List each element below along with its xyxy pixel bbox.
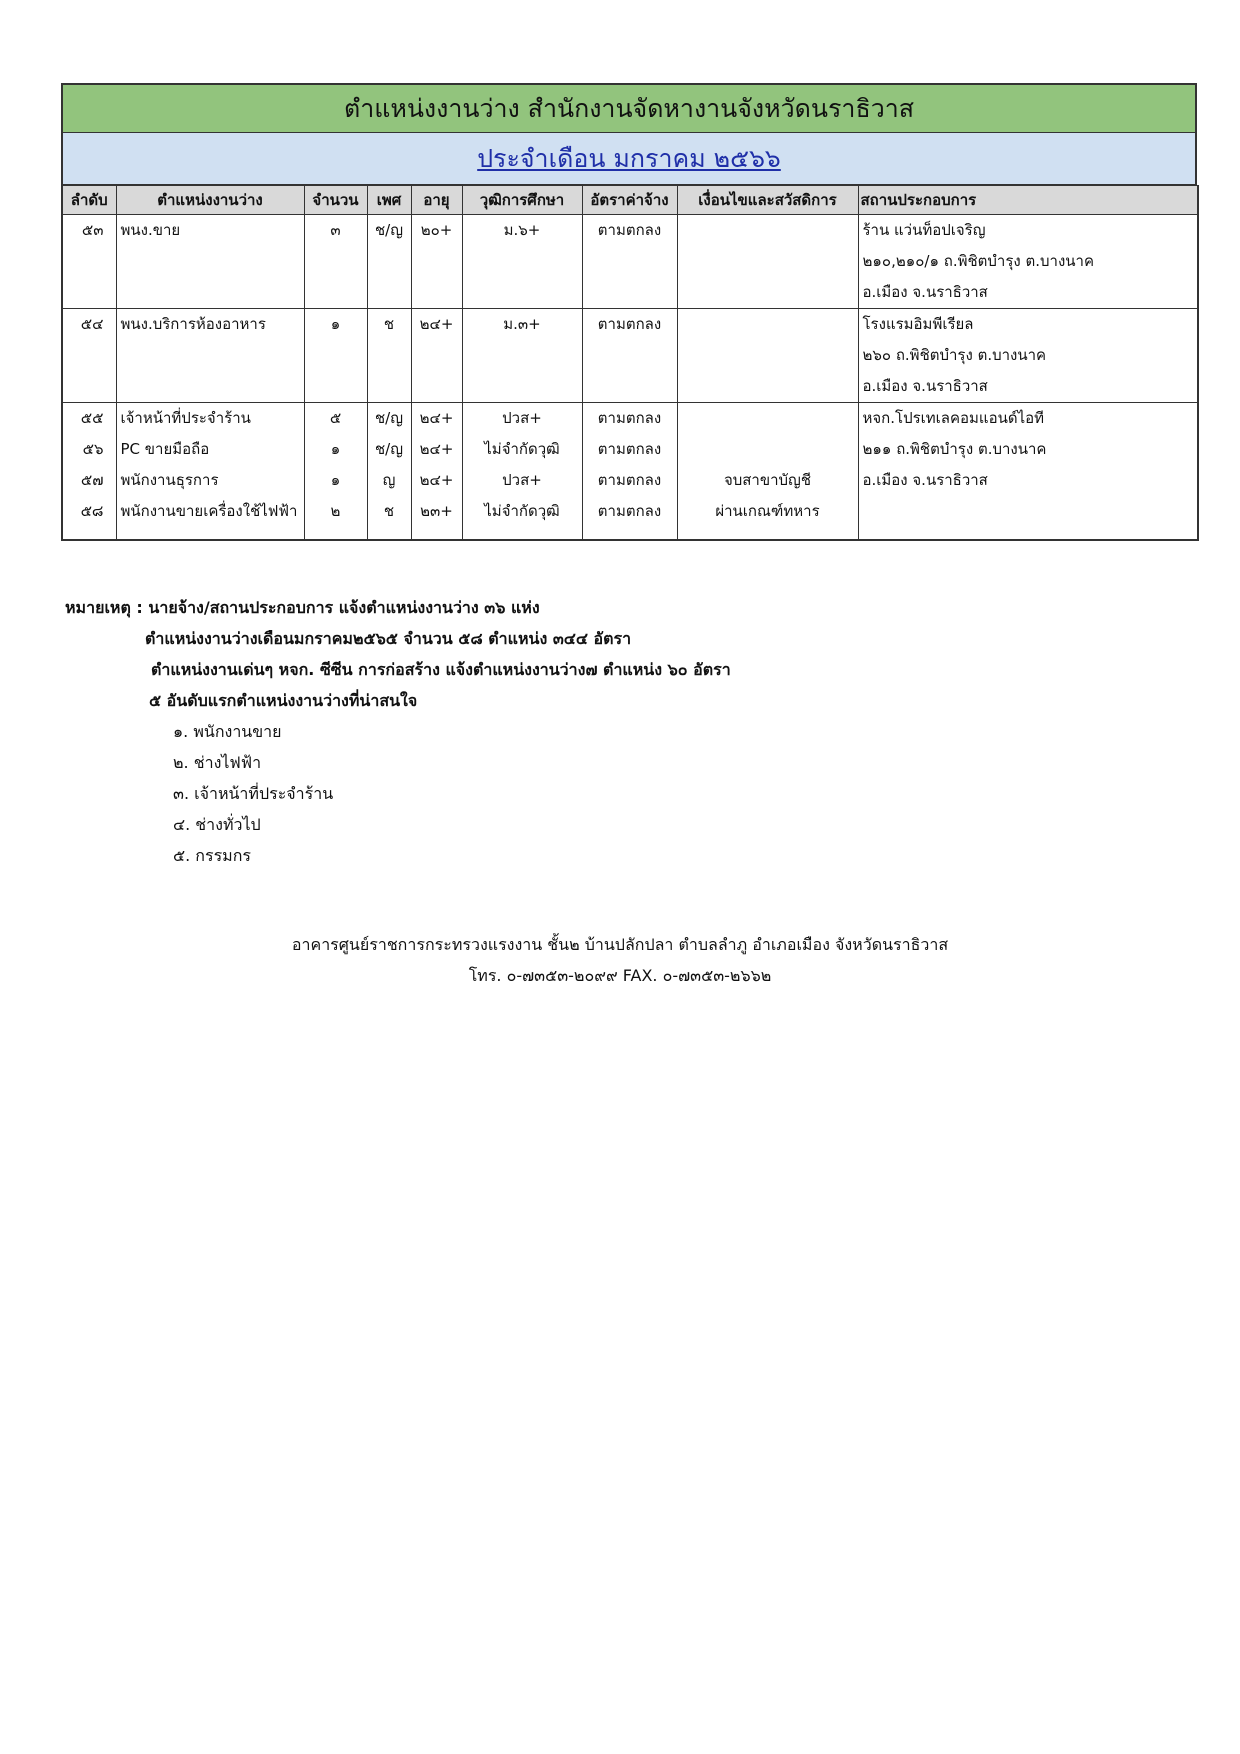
cell-company: หจก.โปรเทเลคอมแอนด์ไอที — [858, 403, 1198, 435]
sheet-subtitle — [61, 133, 1197, 185]
cell-count: ๒ — [304, 496, 367, 540]
cell-company: ร้าน แว่นท็อปเจริญ — [858, 215, 1198, 247]
table-row — [62, 496, 1198, 540]
cell-edu — [462, 277, 582, 309]
column-header: เงื่อนไขและสวัสดิการ — [677, 186, 858, 215]
cell-company: อ.เมือง จ.นราธิวาส — [858, 465, 1198, 496]
table-body — [62, 215, 1198, 541]
list-item: ๔. ช่างทั่วไป — [173, 815, 261, 834]
cell-company — [858, 496, 1198, 540]
cell-sex — [367, 277, 411, 309]
cell-count — [304, 371, 367, 403]
cell-edu: ปวส+ — [462, 465, 582, 496]
table-row — [62, 340, 1198, 371]
cell-cond — [677, 277, 858, 309]
cell-edu: ม.๓+ — [462, 309, 582, 341]
table-row — [62, 215, 1198, 247]
cell-cond — [677, 309, 858, 341]
cell-no: ๕๔ — [62, 309, 116, 341]
cell-edu — [462, 371, 582, 403]
cell-wage: ตามตกลง — [582, 309, 677, 341]
table-row — [62, 434, 1198, 465]
cell-cond — [677, 434, 858, 465]
cell-count: ๑ — [304, 434, 367, 465]
column-header: สถานประกอบการ — [858, 186, 1198, 215]
table-row — [62, 246, 1198, 277]
sheet-title — [61, 83, 1197, 133]
cell-age: ๒๔+ — [411, 465, 462, 496]
cell-company: อ.เมือง จ.นราธิวาส — [858, 371, 1198, 403]
cell-position — [116, 277, 304, 309]
footer-phone: โทร. ๐-๗๓๕๓-๒๐๙๙ FAX. ๐-๗๓๕๓-๒๖๖๒ — [468, 966, 772, 985]
cell-company: ๒๑๑ ถ.พิชิตบำรุง ต.บางนาค — [858, 434, 1198, 465]
column-header: ลำดับ — [62, 186, 116, 215]
column-header: วุฒิการศึกษา — [462, 186, 582, 215]
cell-sex: ช/ญ — [367, 215, 411, 247]
cell-wage — [582, 340, 677, 371]
cell-age: ๒๔+ — [411, 434, 462, 465]
cell-age — [411, 371, 462, 403]
cell-no: ๕๕ — [62, 403, 116, 435]
cell-no: ๕๖ — [62, 434, 116, 465]
cell-sex — [367, 371, 411, 403]
cell-age: ๒๔+ — [411, 403, 462, 435]
cell-sex — [367, 340, 411, 371]
cell-company: อ.เมือง จ.นราธิวาส — [858, 277, 1198, 309]
cell-count: ๑ — [304, 309, 367, 341]
cell-count: ๑ — [304, 465, 367, 496]
cell-position: พนง.บริการห้องอาหาร — [116, 309, 304, 341]
table-header-row — [62, 186, 1198, 215]
cell-cond: ผ่านเกณฑ์ทหาร — [677, 496, 858, 540]
column-header: เพศ — [367, 186, 411, 215]
cell-position — [116, 371, 304, 403]
cell-position: พนง.ขาย — [116, 215, 304, 247]
cell-no: ๕๘ — [62, 496, 116, 540]
cell-cond — [677, 371, 858, 403]
cell-sex: ญ — [367, 465, 411, 496]
cell-edu: ม.๖+ — [462, 215, 582, 247]
column-header: อายุ — [411, 186, 462, 215]
cell-wage: ตามตกลง — [582, 215, 677, 247]
cell-no — [62, 340, 116, 371]
cell-age — [411, 277, 462, 309]
cell-edu — [462, 246, 582, 277]
table-row — [62, 309, 1198, 341]
footer-address: อาคารศูนย์ราชการกระทรวงแรงงาน ชั้น๒ บ้านปลักปลา ตำบลลำภู อำเภอเมือง จังหวัดนราธิวาส — [291, 935, 949, 954]
column-header: จำนวน — [304, 186, 367, 215]
cell-company: ๒๑๐,๒๑๐/๑ ถ.พิชิตบำรุง ต.บางนาค — [858, 246, 1198, 277]
table-row — [62, 277, 1198, 309]
cell-no: ๕๓ — [62, 215, 116, 247]
cell-wage: ตามตกลง — [582, 465, 677, 496]
cell-age: ๒๔+ — [411, 309, 462, 341]
cell-age: ๒๓+ — [411, 496, 462, 540]
cell-sex: ช/ญ — [367, 403, 411, 435]
cell-sex: ช — [367, 496, 411, 540]
cell-cond — [677, 340, 858, 371]
cell-company: ๒๖๐ ถ.พิชิตบำรุง ต.บางนาค — [858, 340, 1198, 371]
cell-no — [62, 371, 116, 403]
sheet-subtitle-text: ประจำเดือน มกราคม ๒๕๖๖ — [477, 143, 781, 173]
cell-position — [116, 246, 304, 277]
list-item: ๓. เจ้าหน้าที่ประจำร้าน — [173, 784, 334, 803]
cell-cond — [677, 246, 858, 277]
cell-wage: ตามตกลง — [582, 403, 677, 435]
cell-cond — [677, 403, 858, 435]
list-item: ๒. ช่างไฟฟ้า — [173, 753, 262, 772]
cell-company: โรงแรมอิมพีเรียล — [858, 309, 1198, 341]
note-line-1: หมายเหตุ : นายจ้าง/สถานประกอบการ แจ้งตำแหน่งงานว่าง ๓๖ แห่ง — [65, 598, 540, 617]
list-item: ๑. พนักงานขาย — [173, 722, 282, 741]
cell-count: ๓ — [304, 215, 367, 247]
list-item: ๕. กรรมกร — [173, 846, 251, 865]
cell-position: เจ้าหน้าที่ประจำร้าน — [116, 403, 304, 435]
cell-no — [62, 277, 116, 309]
notes-section — [65, 592, 731, 871]
cell-age: ๒๐+ — [411, 215, 462, 247]
cell-sex: ช — [367, 309, 411, 341]
cell-count — [304, 277, 367, 309]
sheet-title-text: ตำแหน่งงานว่าง สำนักงานจัดหางานจังหวัดนราธิวาส — [343, 93, 915, 123]
footer — [0, 929, 1240, 991]
note-line-2: ตำแหน่งงานว่างเดือนมกราคม๒๕๖๕ จำนวน ๕๘ ตำแหน่ง ๓๔๔ อัตรา — [145, 629, 632, 648]
note-line-3: ตำแหน่งงานเด่นๆ หจก. ซีซีน การก่อสร้าง แจ้งตำแหน่งงานว่าง๗ ตำแหน่ง ๖๐ อัตรา — [151, 660, 731, 679]
cell-count — [304, 340, 367, 371]
cell-wage — [582, 246, 677, 277]
cell-no: ๕๗ — [62, 465, 116, 496]
cell-edu — [462, 340, 582, 371]
cell-position — [116, 340, 304, 371]
table-row — [62, 465, 1198, 496]
cell-count: ๕ — [304, 403, 367, 435]
note-line-4: ๕ อันดับแรกตำแหน่งงานว่างที่น่าสนใจ — [149, 691, 418, 710]
column-header: อัตราค่าจ้าง — [582, 186, 677, 215]
cell-age — [411, 340, 462, 371]
top5-list — [65, 716, 731, 871]
cell-position: พนักงานธุรการ — [116, 465, 304, 496]
cell-wage: ตามตกลง — [582, 434, 677, 465]
cell-wage — [582, 277, 677, 309]
cell-wage — [582, 371, 677, 403]
cell-sex — [367, 246, 411, 277]
cell-edu: ไม่จำกัดวุฒิ — [462, 496, 582, 540]
cell-no — [62, 246, 116, 277]
table-row — [62, 403, 1198, 435]
cell-sex: ช/ญ — [367, 434, 411, 465]
cell-edu: ปวส+ — [462, 403, 582, 435]
cell-cond — [677, 215, 858, 247]
job-vacancy-sheet — [61, 83, 1197, 541]
column-header: ตำแหน่งงานว่าง — [116, 186, 304, 215]
cell-position: พนักงานขายเครื่องใช้ไฟฟ้า — [116, 496, 304, 540]
cell-cond: จบสาขาบัญชี — [677, 465, 858, 496]
vacancy-table — [61, 185, 1199, 541]
cell-count — [304, 246, 367, 277]
cell-edu: ไม่จำกัดวุฒิ — [462, 434, 582, 465]
table-row — [62, 371, 1198, 403]
cell-position: PC ขายมือถือ — [116, 434, 304, 465]
cell-age — [411, 246, 462, 277]
cell-wage: ตามตกลง — [582, 496, 677, 540]
